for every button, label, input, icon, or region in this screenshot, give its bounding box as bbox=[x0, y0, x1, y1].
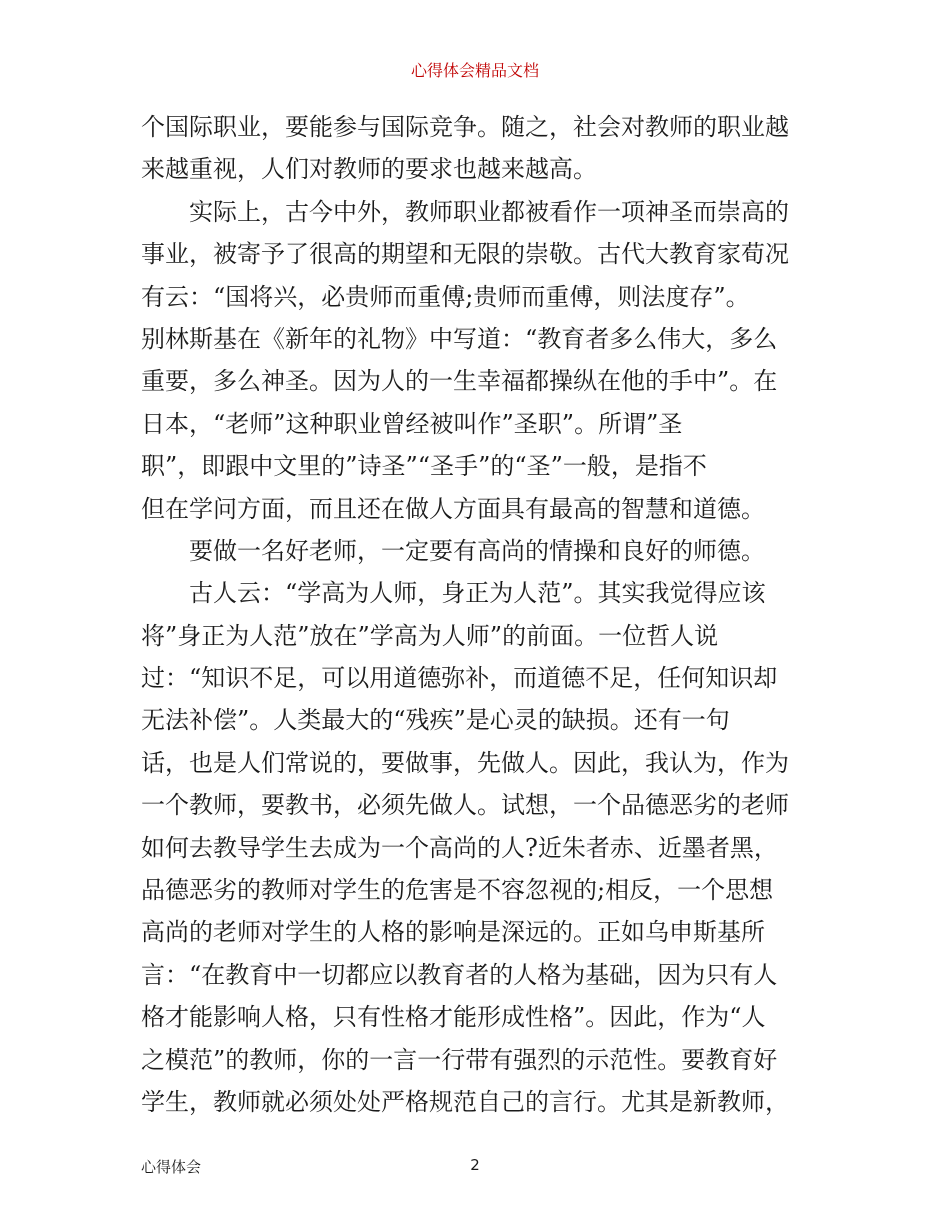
text-line: 别林斯基在《新年的礼物》中写道：“教育者多么伟大，多么 bbox=[141, 324, 778, 353]
text-line: 有云：“国将兴，必贵师而重傅;贵师而重傅，则法度存”。 bbox=[141, 282, 750, 311]
document-body bbox=[141, 106, 813, 1123]
text-line: 一个教师，要教书，必须先做人。试想，一个品德恶劣的老师 bbox=[141, 791, 789, 820]
document-header-title: 心得体会精品文档 bbox=[410, 61, 539, 80]
footer-label: 心得体会 bbox=[141, 1158, 202, 1176]
text-line: 无法补偿”。人类最大的“残疾”是心灵的缺损。还有一句 bbox=[141, 706, 730, 735]
text-line: 实际上，古今中外，教师职业都被看作一项神圣而崇高的 bbox=[189, 197, 789, 226]
text-line: 要做一名好老师，一定要有高尚的情操和良好的师德。 bbox=[189, 536, 765, 565]
text-line: 事业，被寄予了很高的期望和无限的崇敬。古代大教育家荀况 bbox=[141, 240, 789, 269]
text-line: 如何去教导学生去成为一个高尚的人?近朱者赤、近墨者黑， bbox=[141, 833, 778, 862]
text-line: 品德恶劣的教师对学生的危害是不容忽视的;相反，一个思想 bbox=[141, 876, 774, 905]
text-line: 重要，多么神圣。因为人的一生幸福都操纵在他的手中”。在 bbox=[141, 367, 778, 396]
text-line: 个国际职业，要能参与国际竞争。随之，社会对教师的职业越 bbox=[141, 113, 789, 141]
text-line: 职”，即跟中文里的”诗圣”“圣手”的“圣”一般，是指不 bbox=[141, 452, 707, 481]
text-line: 格才能影响人格，只有性格才能形成性格”。因此，作为“人 bbox=[141, 1003, 766, 1032]
text-line: 过：“知识不足，可以用道德弥补，而道德不足，任何知识却 bbox=[141, 664, 778, 693]
text-line: 高尚的老师对学生的人格的影响是深远的。正如乌申斯基所 bbox=[141, 918, 765, 947]
text-line: 日本，“老师”这种职业曾经被叫作”圣职”。所谓”圣 bbox=[141, 409, 683, 438]
text-line: 言：“在教育中一切都应以教育者的人格为基础，因为只有人 bbox=[141, 960, 778, 989]
text-line: 话，也是人们常说的，要做事，先做人。因此，我认为，作为 bbox=[141, 748, 789, 777]
text-line: 来越重视，人们对教师的要求也越来越高。 bbox=[141, 155, 597, 184]
text-line: 学生，教师就必须处处严格规范自己的言行。尤其是新教师， bbox=[141, 1087, 789, 1116]
text-line: 将”身正为人范”放在”学高为人师”的前面。一位哲人说 bbox=[141, 621, 719, 650]
text-line: 但在学问方面，而且还在做人方面具有最高的智慧和道德。 bbox=[141, 494, 765, 523]
text-line: 之模范”的教师，你的一言一行带有强烈的示范性。要教育好 bbox=[141, 1045, 778, 1074]
text-line: 古人云：“学高为人师，身正为人范”。其实我觉得应该 bbox=[189, 579, 766, 608]
page-number: 2 bbox=[470, 1156, 480, 1174]
